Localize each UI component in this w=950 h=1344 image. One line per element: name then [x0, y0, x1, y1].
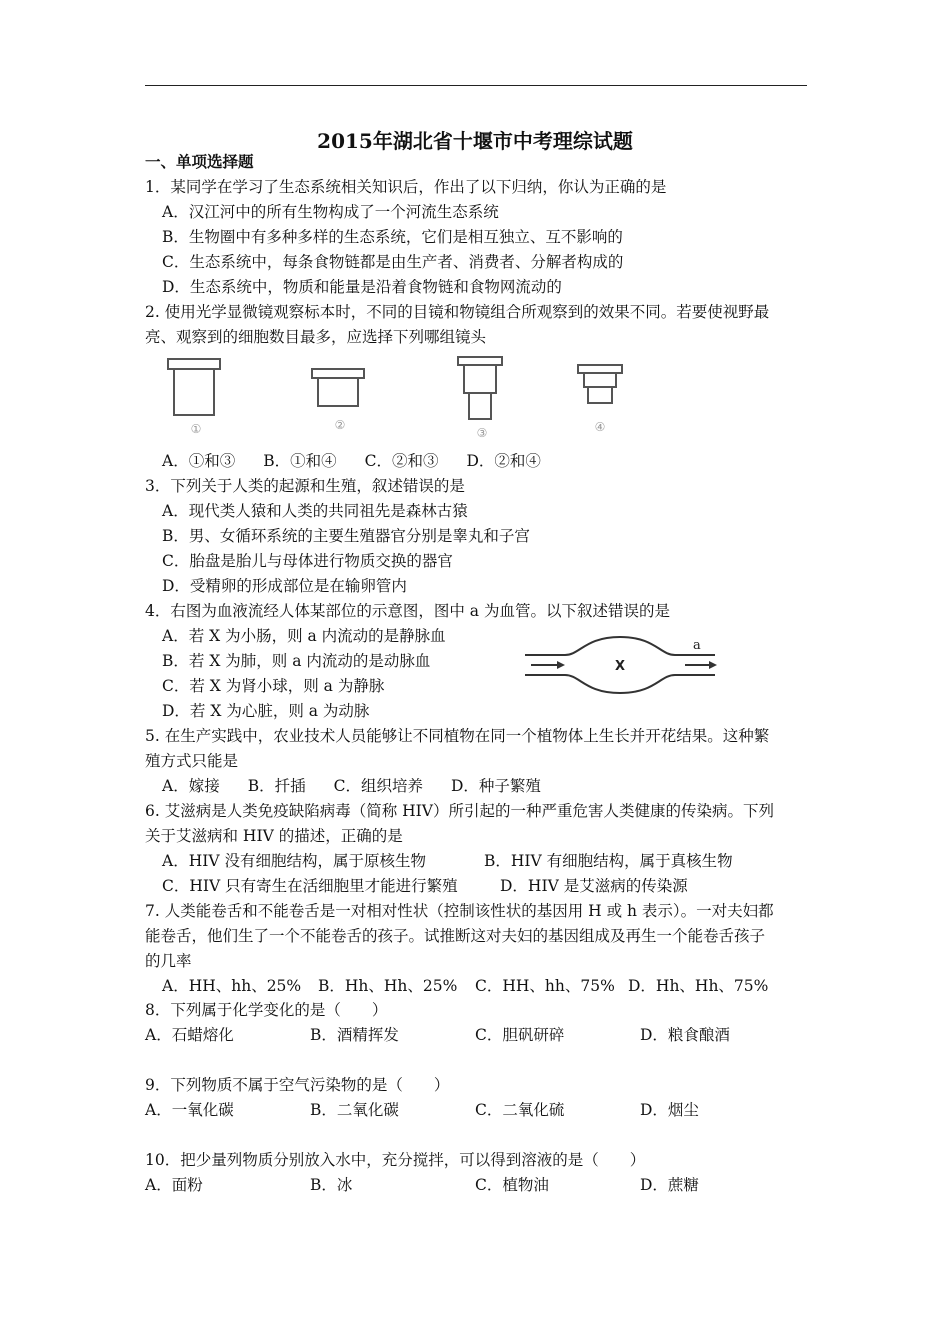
q3-stem: 3．下列关于人类的起源和生殖，叙述错误的是: [145, 477, 465, 495]
q8-option-c: C．胆矾研碎: [475, 1026, 565, 1044]
blood-flow-drawing: [525, 635, 725, 695]
q5-option-d: D．种子繁殖: [450, 777, 541, 795]
q4-option-b: B．若 X 为肺，则 a 内流动的是动脉血: [162, 652, 431, 670]
q10-option-d: D．蔗糖: [640, 1176, 699, 1194]
q7-option-a: A．HH、hh、25%: [162, 977, 302, 995]
lens-2-label: ②: [334, 418, 346, 432]
q9-option-b: B．二氧化碳: [310, 1101, 399, 1119]
q10-option-a: A．面粉: [145, 1176, 203, 1194]
q3-option-c: C．胎盘是胎儿与母体进行物质交换的器官: [162, 552, 453, 570]
q1-option-c: C．生态系统中，每条食物链都是由生产者、消费者、分解者构成的: [162, 253, 624, 271]
q2-option-d: D．②和④: [466, 452, 541, 470]
q2-option-a: A．①和③: [162, 452, 236, 470]
q4-option-a: A．若 X 为小肠，则 a 内流动的是静脉血: [162, 627, 446, 645]
q9-option-c: C．二氧化硫: [475, 1101, 565, 1119]
q6-stem-line2: 关于艾滋病和 HIV 的描述，正确的是: [145, 827, 403, 845]
q7-stem-line2: 能卷舌，他们生了一个不能卷舌的孩子。试推断这对夫妇的基因组成及再生一个能卷舌孩子: [145, 927, 766, 945]
lens-3-label: ③: [476, 426, 488, 440]
page-title: 2015年湖北省十堰市中考理综试题: [317, 129, 633, 153]
arrowhead-out: [709, 661, 717, 669]
q2-option-c: C．②和③: [364, 452, 439, 470]
q2-stem-line2: 亮、观察到的细胞数目最多，应选择下列哪组镜头: [145, 328, 487, 346]
q8-stem: 8．下列属于化学变化的是（ ）: [145, 1001, 388, 1019]
q3-option-b: B．男、女循环系统的主要生殖器官分别是睾丸和子宫: [162, 527, 530, 545]
lens-4-rim: [578, 365, 622, 373]
vessel-upper: [525, 637, 715, 655]
q3-option-d: D．受精卵的形成部位是在输卵管内: [162, 577, 407, 595]
q2-options: [162, 451, 541, 471]
q7-stem-line1: 7. 人类能卷舌和不能卷舌是一对相对性状（控制该性状的基因用 H 或 h 表示）。一对夫妇都: [145, 902, 774, 920]
section-heading: 一、单项选择题: [145, 152, 254, 171]
lens-3-upper: [464, 365, 496, 393]
q6-option-a: A．HIV 没有细胞结构，属于原核生物: [162, 852, 426, 870]
q9-option-a: A．一氧化碳: [145, 1101, 234, 1119]
vessel-a-label: a: [693, 638, 701, 653]
q1-option-b: B．生物圈中有多种多样的生态系统，它们是相互独立、互不影响的: [162, 228, 623, 246]
q10-option-b: B．冰: [310, 1176, 353, 1194]
q6-option-d: D．HIV 是艾滋病的传染源: [500, 877, 688, 895]
lens-1-rim: [168, 359, 220, 369]
q5-stem-line1: 5. 在生产实践中，农业技术人员能够让不同植物在同一个植物体上生长并开花结果。这种繁: [145, 727, 770, 745]
blood-flow-diagram: [525, 635, 725, 695]
q6-stem-line1: 6. 艾滋病是人类免疫缺陷病毒（简称 HIV）所引起的一种严重危害人类健康的传染病。下列: [145, 802, 774, 820]
q5-option-a: A．嫁接: [162, 777, 220, 795]
q3-option-a: A．现代类人猿和人类的共同祖先是森林古猿: [162, 502, 468, 520]
q9-option-d: D．烟尘: [640, 1101, 699, 1119]
lens-drawings: [160, 355, 660, 445]
q1-option-a: A．汉江河中的所有生物构成了一个河流生态系统: [162, 203, 499, 221]
vessel-lower: [525, 675, 715, 693]
q5-option-b: B．扦插: [247, 777, 306, 795]
organ-x-label: X: [614, 659, 626, 674]
q2-option-b: B．①和④: [263, 452, 337, 470]
lens-1-label: ①: [190, 422, 202, 436]
q6-option-b: B．HIV 有细胞结构，属于真核生物: [484, 852, 733, 870]
q8-option-b: B．酒精挥发: [310, 1026, 399, 1044]
lens-figure: [160, 355, 660, 445]
lens-1-body: [174, 369, 214, 415]
q8-option-d: D．粮食酿酒: [640, 1026, 730, 1044]
q7-option-c: C．HH、hh、75%: [475, 977, 615, 995]
q10-stem: 10．把少量列物质分别放入水中，充分搅拌，可以得到溶液的是（ ）: [145, 1151, 646, 1169]
q6-option-c: C．HIV 只有寄生在活细胞里才能进行繁殖: [162, 877, 458, 895]
arrowhead-in: [557, 661, 565, 669]
q4-stem: 4．右图为血液流经人体某部位的示意图，图中 a 为血管。以下叙述错误的是: [145, 602, 670, 620]
header-rule: [145, 85, 807, 86]
lens-2-rim: [312, 369, 364, 378]
q8-option-a: A．石蜡熔化: [145, 1026, 234, 1044]
lens-3-rim: [458, 357, 502, 365]
q4-option-c: C．若 X 为肾小球，则 a 为静脉: [162, 677, 385, 695]
q5-option-c: C．组织培养: [333, 777, 423, 795]
lens-4-label: ④: [594, 420, 606, 434]
q1-option-d: D．生态系统中，物质和能量是沿着食物链和食物网流动的: [162, 278, 562, 296]
q5-options: [162, 776, 541, 796]
q4-option-d: D．若 X 为心脏，则 a 为动脉: [162, 702, 370, 720]
q7-option-d: D．Hh、Hh、75%: [628, 977, 769, 995]
q9-stem: 9．下列物质不属于空气污染物的是（ ）: [145, 1076, 450, 1094]
q1-stem: 1．某同学在学习了生态系统相关知识后，作出了以下归纳，你认为正确的是: [145, 178, 667, 196]
q7-stem-line3: 的几率: [145, 952, 192, 970]
q2-stem-line1: 2. 使用光学显微镜观察标本时，不同的目镜和物镜组合所观察到的效果不同。若要使视野最: [145, 303, 770, 321]
lens-2-body: [318, 378, 358, 406]
lens-3-lower: [469, 393, 491, 419]
q5-stem-line2: 殖方式只能是: [145, 752, 239, 770]
q7-option-b: B．Hh、Hh、25%: [318, 977, 458, 995]
lens-4-lower: [588, 387, 612, 403]
q10-option-c: C．植物油: [475, 1176, 549, 1194]
lens-4-upper: [584, 373, 616, 387]
